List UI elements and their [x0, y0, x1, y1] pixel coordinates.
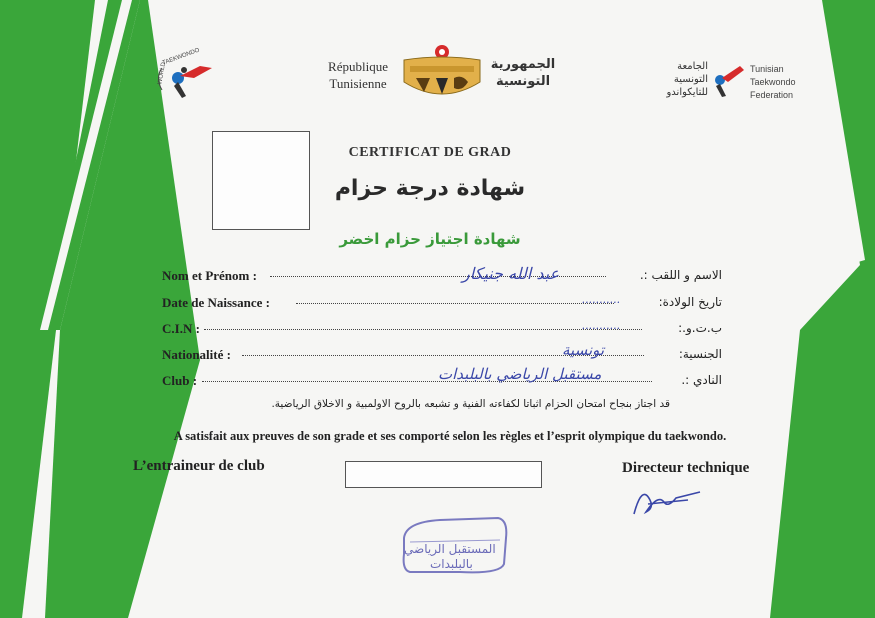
field-row-club [162, 365, 722, 393]
republic-ar-line1: الجمهورية [490, 57, 556, 72]
stamp-line2: بالبلبدات [430, 557, 473, 571]
field-value-handwritten: ........... [582, 319, 621, 332]
club-stamp [400, 514, 510, 576]
tunisia-coat-of-arms [400, 42, 484, 106]
republic-fr-line1: République [328, 59, 388, 74]
certificate-note-fr: A satisfait aux preuves de son grade et ses comporté selon les règles et l’esprit olympique du taekwondo. [173, 429, 727, 443]
field-label-ar: تاريخ الولادة: [658, 295, 722, 309]
federation-ar [640, 60, 708, 99]
field-value-handwritten: عبد الله جنيكار [462, 264, 560, 283]
federation-ar-line2: التونسية [673, 74, 708, 85]
field-value-handwritten: تونسية [562, 341, 605, 359]
field-value-handwritten: مستقبل الرياضي بالبلبدات [438, 365, 602, 383]
federation-en-line2: Taekwondo [750, 77, 796, 87]
federation-en-line1: Tunisian [750, 64, 784, 74]
field-dotted-line [204, 329, 642, 330]
field-label-fr: C.I.N : [162, 321, 200, 336]
photo-box [212, 131, 310, 230]
svg-text:TAEKWONDO: TAEKWONDO [161, 48, 201, 67]
federation-logo-icon [708, 58, 748, 98]
field-label-fr: Nom et Prénom : [162, 268, 257, 283]
svg-text:WORLD: WORLD [157, 61, 168, 85]
field-label-fr: Date de Naissance : [162, 295, 270, 310]
field-row-cin [162, 321, 722, 341]
field-label-ar: النادي :. [681, 373, 722, 387]
stamp-line1: المستقبل الرياضي [404, 542, 496, 556]
field-label-fr: Club : [162, 373, 198, 388]
director-signature [628, 478, 708, 520]
field-row-name [162, 264, 722, 288]
federation-ar-line3: للتايكواندو [666, 87, 708, 98]
field-label-ar: ب.ت.و.: [678, 321, 722, 335]
republic-ar-line2: التونسية [495, 74, 551, 89]
republic-ar [488, 56, 558, 90]
certificate-title-ar: شهادة درجة حزام [334, 176, 526, 201]
world-taekwondo-logo [150, 48, 220, 108]
field-dotted-line [296, 303, 614, 304]
field-row-birthdate [162, 295, 722, 315]
field-label-fr: Nationalité : [162, 347, 231, 362]
certificate-note-ar: قد اجتاز بنجاح امتحان الحزام اثباتا لكفاءته الفنية و تشبعه بالروح الاولمبية و الاخلاق الرياضية. [271, 398, 670, 410]
federation-en [750, 63, 810, 102]
federation-ar-line1: الجامعة [677, 61, 708, 72]
certificate-title-fr: CERTIFICAT DE GRAD [348, 145, 512, 160]
field-label-ar: الاسم و اللقب :. [639, 268, 722, 282]
coach-signature-label: L’entraineur de club [133, 458, 265, 474]
republic-fr-line2: Tunisienne [329, 76, 387, 91]
republic-fr [318, 58, 398, 92]
club-signature-box [345, 461, 542, 488]
certificate-subtitle-ar: شهادة اجتياز حزام اخضر [339, 230, 521, 248]
field-label-ar: الجنسية: [678, 347, 722, 361]
field-row-nationality [162, 341, 722, 367]
field-value-handwritten: ........... [582, 293, 621, 306]
director-signature-label: Directeur technique [622, 460, 750, 476]
federation-en-line3: Federation [750, 90, 794, 100]
